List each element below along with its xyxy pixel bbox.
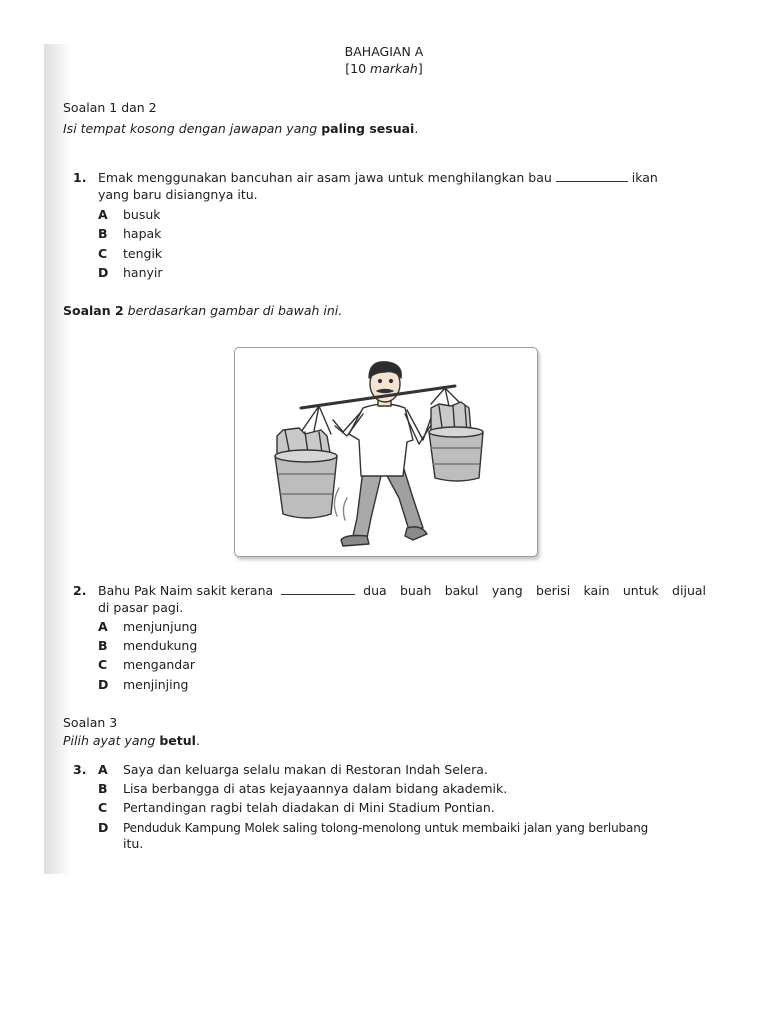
q1-option-a-letter: A <box>98 207 108 222</box>
q1-option-c-letter: C <box>98 246 108 261</box>
q3-option-c-letter: C <box>98 800 108 815</box>
q2-option-b: mendukung <box>123 638 198 653</box>
question-2-intro: Soalan 2 berdasarkan gambar di bawah ini. <box>63 303 343 318</box>
q1-option-d: hanyir <box>123 265 163 280</box>
q2-option-c: mengandar <box>123 657 196 672</box>
section3-instruction: Pilih ayat yang betul. <box>63 733 200 748</box>
q2-option-c-letter: C <box>98 657 108 672</box>
question-2-text-line2: di pasar pagi. <box>98 600 184 615</box>
q1-option-b-letter: B <box>98 226 108 241</box>
q3-option-b-letter: B <box>98 781 108 796</box>
section-title: BAHAGIAN A <box>344 44 424 59</box>
q2-option-d: menjinjing <box>123 677 189 692</box>
q1-option-a: busuk <box>123 207 161 222</box>
question-1-text-line2: yang baru disiangnya itu. <box>98 187 258 202</box>
section3-heading: Soalan 3 <box>63 715 118 730</box>
q2-option-d-letter: D <box>98 677 109 692</box>
q1-option-d-letter: D <box>98 265 109 280</box>
marks-label: [10 markah] <box>345 61 423 76</box>
q3-option-c: Pertandingan ragbi telah diadakan di Mini Stadium Pontian. <box>123 800 495 815</box>
q3-option-a: Saya dan keluarga selalu makan di Restoran Indah Selera. <box>123 762 488 777</box>
question-2-number: 2. <box>73 583 87 598</box>
section1-heading: Soalan 1 dan 2 <box>63 100 157 115</box>
q3-option-b: Lisa berbangga di atas kejayaannya dalam bidang akademik. <box>123 781 508 796</box>
question-1-text-line1: Emak menggunakan bancuhan air asam jawa untuk menghilangkan bau ikan <box>98 170 658 185</box>
q3-option-d-continued: itu. <box>123 836 144 851</box>
answer-blank <box>281 584 355 595</box>
q3-option-d-letter: D <box>98 820 109 835</box>
q1-option-b: hapak <box>123 226 162 241</box>
question-1-number: 1. <box>73 170 87 185</box>
question-3-number: 3. <box>73 762 87 777</box>
answer-blank <box>556 171 628 182</box>
q1-option-c: tengik <box>123 246 163 261</box>
q3-option-d: Penduduk Kampung Molek saling tolong-menolong untuk membaiki jalan yang berlubang <box>123 821 649 835</box>
q2-option-b-letter: B <box>98 638 108 653</box>
section1-instruction: Isi tempat kosong dengan jawapan yang paling sesuai. <box>63 121 419 136</box>
q2-option-a: menjunjung <box>123 619 198 634</box>
q2-option-a-letter: A <box>98 619 108 634</box>
man-carrying-baskets-illustration <box>234 347 538 557</box>
question-2-text-line1: Bahu Pak Naim sakit kerana dua buah bakul yang berisi kain untuk dijual <box>98 583 706 598</box>
q3-option-a-letter: A <box>98 762 108 777</box>
